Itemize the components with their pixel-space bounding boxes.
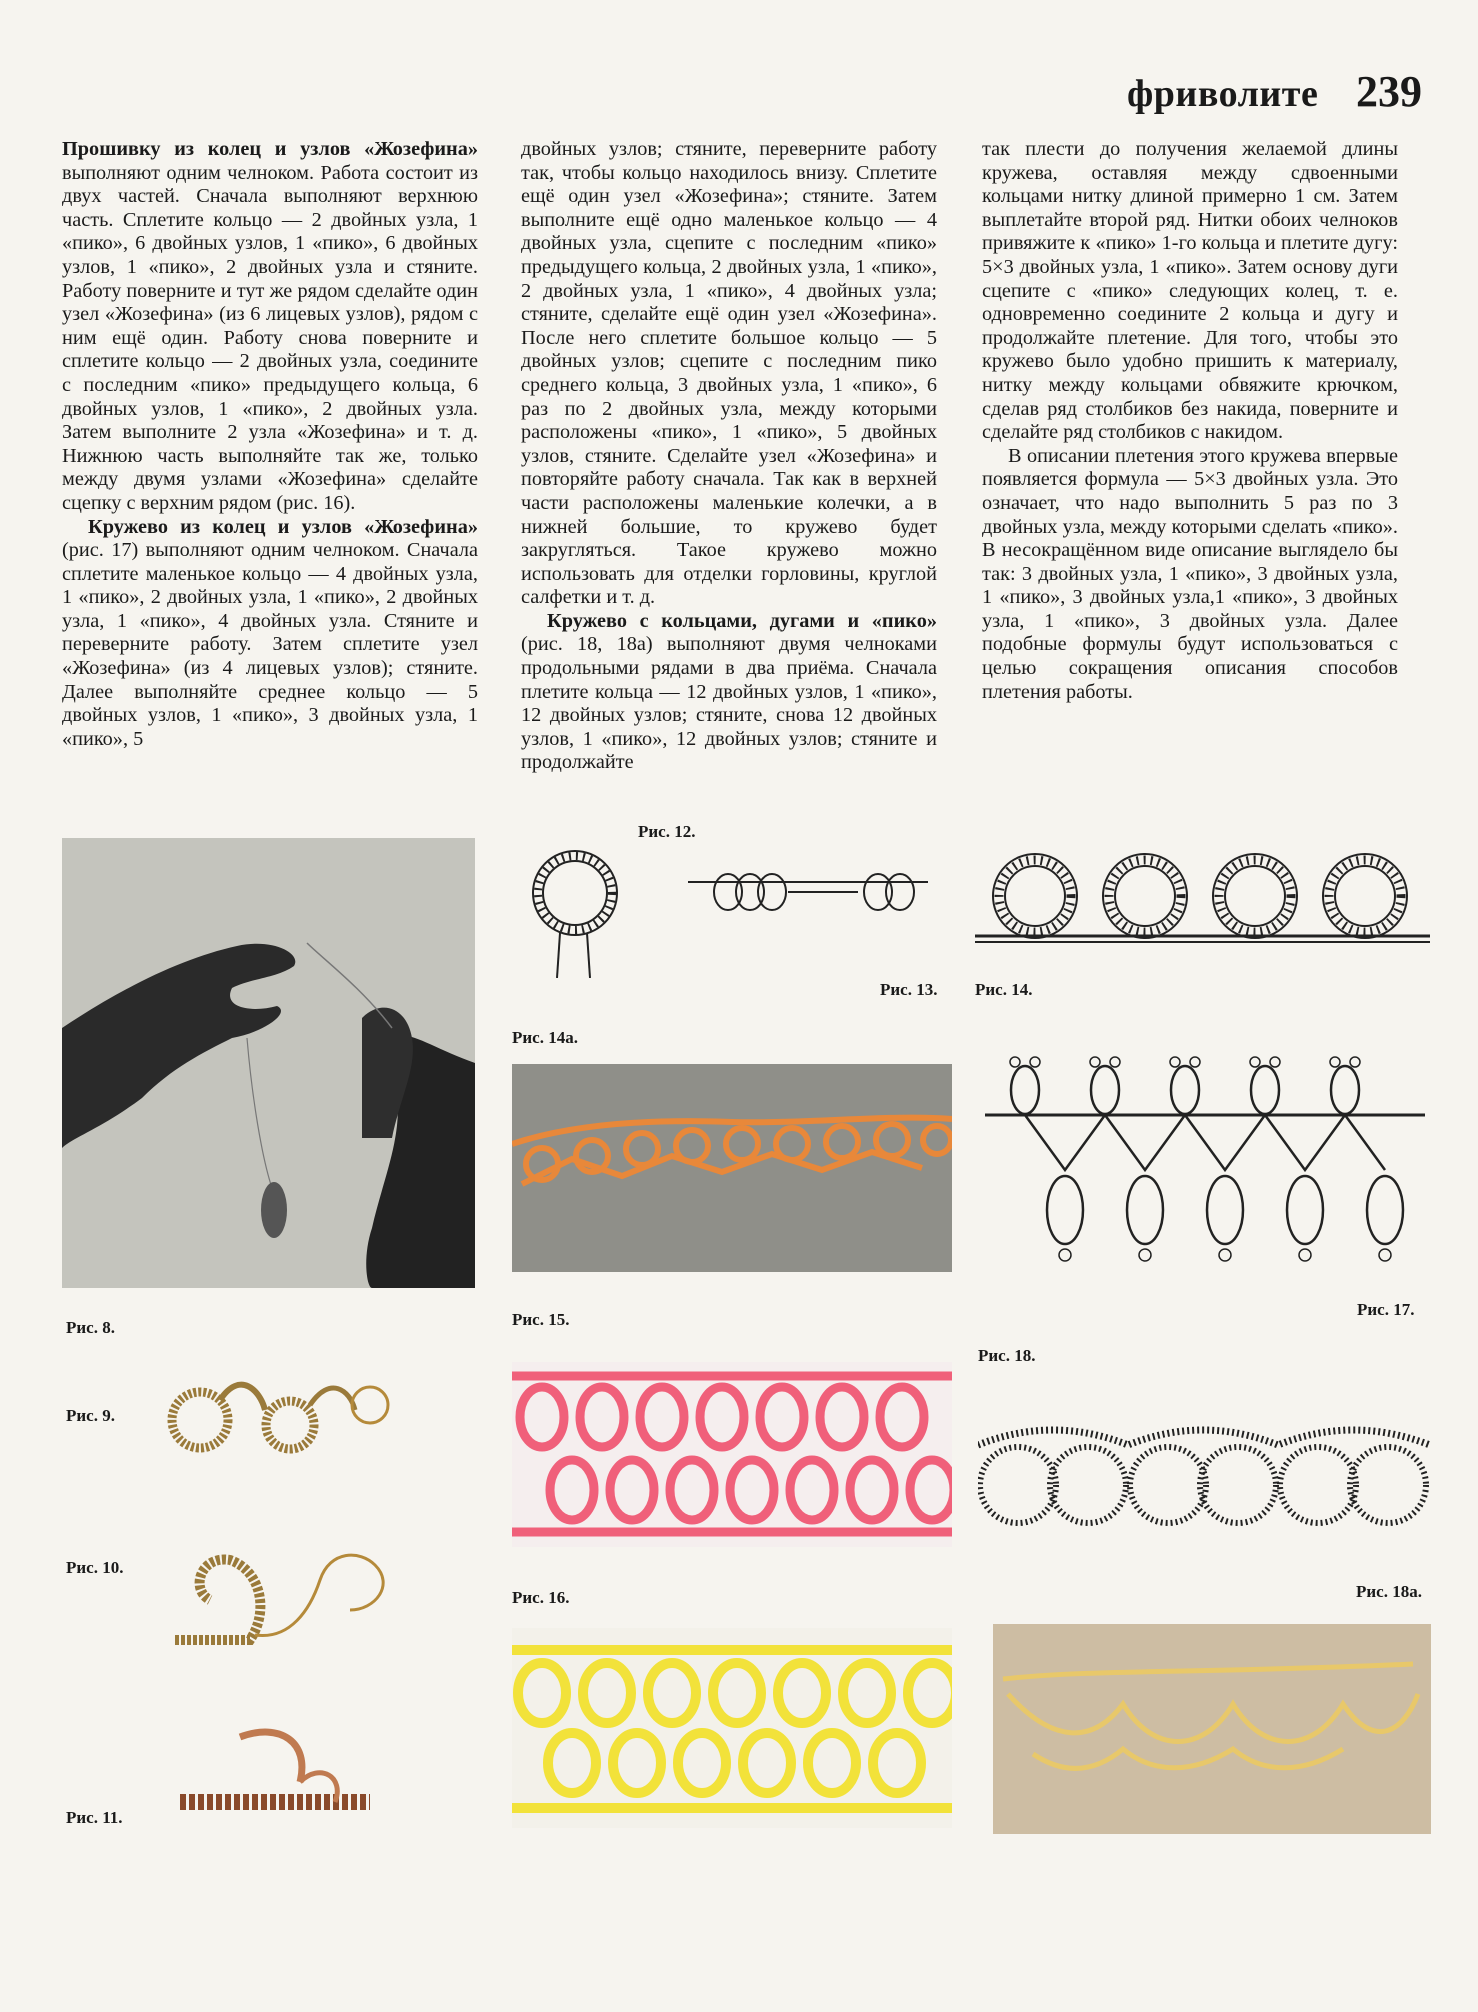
caption-fig15: Рис. 15. — [512, 1310, 570, 1329]
caption-fig17: Рис. 17. — [1357, 1300, 1415, 1319]
caption-fig18: Рис. 18. — [978, 1346, 1036, 1365]
figure-18-lace-diagram — [978, 1400, 1430, 1545]
paragraph — [982, 445, 1398, 705]
caption-fig16: Рис. 16. — [512, 1588, 570, 1607]
figure-11-chain — [170, 1722, 400, 1837]
paragraph — [982, 138, 1398, 445]
text-column-1 — [62, 138, 478, 751]
text-column-3 — [982, 138, 1398, 704]
caption-fig14a: Рис. 14а. — [512, 1028, 578, 1047]
paragraph-text: (рис. 17) выполняют одним челноком. Сначала сплетите маленькое кольцо — 4 двойных узла, 1 «пико», 2 двойных узла, 1 «пико», 2 двойных узла, 1 «пико», 4 двойных узла. Стяните и переверните работу. Затем сплетите узел «Жозефина» (из 4 лицевых узлов); стяните. Далее выполняйте среднее кольцо — 5 двойных узлов, 1 «пико», 3 двойных узла, 1 «пико», 5 — [62, 539, 478, 750]
paragraph-text: выполняют одним челноком. Работа состоит из двух частей. Сначала выполняют верхнюю часть. Сплетите кольцо — 2 двойных узла, 1 «пико», 6 двойных узлов, 1 «пико», 6 двойных узлов, 1 «пико», 2 двойных узла и стяните. Работу поверните и тут же рядом сделайте один узел «Жозефина» (из 6 лицевых узлов), рядом с ним ещё один. Работу снова поверните и сплетите кольцо — 2 двойных узла, соедините с последним «пико» предыдущего кольца, 6 двойных узлов, 1 «пико», 2 двойных узла. Затем выполните 2 узла «Жозефина» и т. д. Нижнюю часть выполняйте так же, только между двумя узлами «Жозефина» сделайте сцепку с верхним рядом (рис. 16). — [62, 161, 478, 514]
paragraph-text: двойных узлов; стяните, переверните работу так, чтобы кольцо находилось внизу. Сплетите ещё один узел «Жозефина»; стяните. Затем выполните ещё одно маленькое кольцо — 4 двойных узла, сцепите с последним «пико» предыдущего кольца, 2 двойных узла, 1 «пико», 2 двойных узла, 1 «пико», 4 двойных узла; стяните, сделайте ещё один узел «Жозефина». После него сплетите большое кольцо — 5 двойных узлов; сцепите с последним пико среднего кольца, 3 двойных узла, 1 «пико», 6 раз по 2 двойных узла, между которыми расположены «пико», 1 «пико», 5 двойных узлов, стяните. Сделайте узел «Жозефина» и повторяйте работу сначала. Так как в верхней части расположены маленькие колечки, а в нижней большие, то кружево будет закругляться. Такое кружево можно использовать для отделки горловины, круглой салфетки и т. д. — [521, 138, 937, 609]
paragraph — [521, 138, 937, 610]
lace-photo-pale-yellow — [993, 1624, 1431, 1834]
text-column-2 — [521, 138, 937, 775]
caption-fig10: Рис. 10. — [66, 1558, 124, 1577]
lace-photo-yellow — [512, 1628, 952, 1828]
caption-fig11: Рис. 11. — [66, 1808, 123, 1827]
paragraph-lead: Прошивку из колец и узлов «Жозефина» — [62, 138, 478, 160]
paragraph-text: В описании плетения этого кружева впервые появляется формула — 5×3 двойных узла. Это означает, что надо выполнить 5 раз по 3 двойных узла, между которыми сделать «пико». В несокращённом виде описание выглядело бы так: 3 двойных узла, 1 «пико», 3 двойных узла, 1 «пико», 3 двойных узла,1 «пико», 3 двойных узла, 1 «пико», 3 двойных узла. Далее подобные формулы будут использоваться с целью сокращения описания способов плетения работы. — [982, 444, 1398, 703]
paragraph-text: (рис. 18, 18а) выполняют двумя челноками продольными рядами в два приёма. Сначала плетите кольца — 12 двойных узлов, 1 «пико», 12 двойных узлов; стяните, снова 12 двойных узлов, 1 «пико», 12 двойных узлов; стяните и продолжайте — [521, 633, 937, 774]
paragraph — [62, 516, 478, 752]
caption-fig18a: Рис. 18а. — [1356, 1582, 1422, 1601]
section-title: фриволите — [1127, 73, 1319, 115]
figure-14-rings-row — [975, 838, 1430, 963]
paragraph — [521, 610, 937, 775]
caption-fig12: Рис. 12. — [638, 822, 696, 841]
paragraph-lead: Кружево из колец и узлов «Жозефина» — [88, 515, 478, 538]
paragraph-lead: Кружево с кольцами, дугами и «пико» — [547, 609, 937, 632]
figure-9-ring-chain — [160, 1350, 400, 1475]
lace-photo-pink — [512, 1362, 952, 1547]
figure-10-arc — [160, 1530, 400, 1665]
paragraph-text: так плести до получения желаемой длины кружева, оставляя между сдвоенными кольцами нитку длиной примерно 1 см. Затем выплетайте второй ряд. Нитки обоих челноков привяжите к «пико» 1-го кольца и плетите дугу: 5×3 двойных узла, 1 «пико». Затем основу дуги сцепите с «пико» следующих колец, т. е. одновременно соедините 2 кольца и дугу и продолжайте плетение. Для того, чтобы это кружево было удобно пришить к материалу, нитку между кольцами обвяжите крючком, сделав ряд столбиков без накида, поверните и сделайте ряд столбиков с накидом. — [982, 138, 1398, 444]
figure-17-lace-diagram — [985, 1050, 1425, 1285]
caption-fig13: Рис. 13. — [880, 980, 938, 999]
figure-13-knot-diagram — [688, 852, 948, 937]
caption-fig14: Рис. 14. — [975, 980, 1033, 999]
page-number: 239 — [1356, 67, 1422, 116]
caption-fig9: Рис. 9. — [66, 1406, 115, 1425]
figure-12-ring-diagram — [515, 838, 635, 983]
lace-photo-orange — [512, 1064, 952, 1272]
hands-shuttle-photo — [62, 838, 475, 1288]
caption-fig8: Рис. 8. — [66, 1318, 115, 1337]
paragraph — [62, 138, 478, 516]
